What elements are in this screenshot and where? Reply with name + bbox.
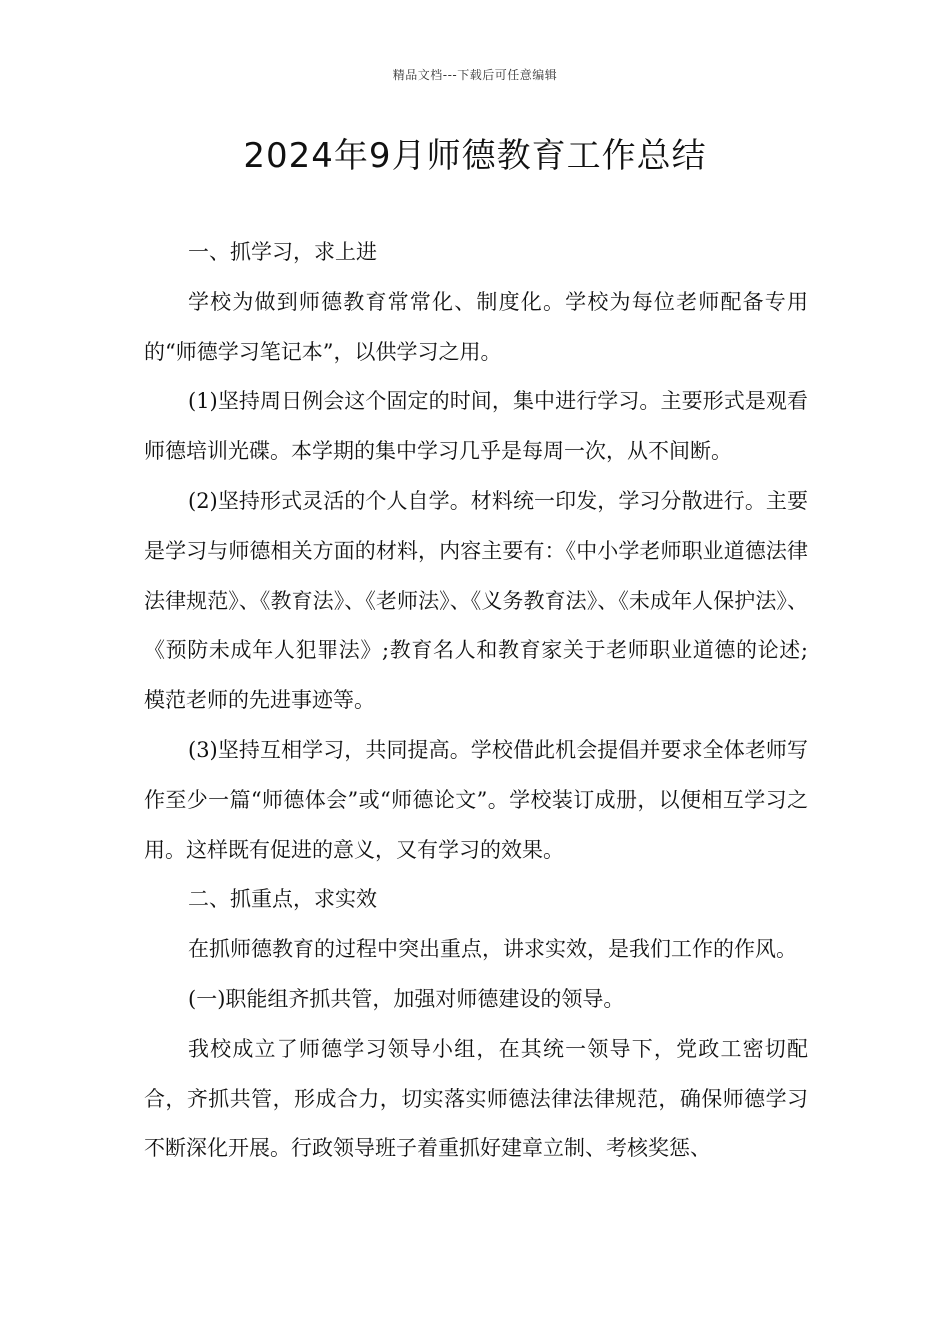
paragraph: 我校成立了师德学习领导小组，在其统一领导下，党政工密切配合，齐抓共管，形成合力，切实落实师德法律法律规范，确保师德学习不断深化开展。行政领导班子着重抓好建章立制、考核奖惩、 <box>144 1036 808 1161</box>
section-heading-1: 一、抓学习，求上进 <box>188 240 377 264</box>
paragraph: 在抓师德教育的过程中突出重点，讲求实效，是我们工作的作风。 <box>188 937 797 962</box>
paragraph: (1)坚持周日例会这个固定的时间，集中进行学习。主要形式是观看师德培训光碟。本学期的集中学习几乎是每周一次，从不间断。 <box>144 389 808 464</box>
document-title: 2024年9月师德教育工作总结 <box>243 136 707 176</box>
document-body <box>144 228 808 1174</box>
sub-heading: (一)职能组齐抓共管，加强对师德建设的领导。 <box>188 986 625 1011</box>
paragraph: (2)坚持形式灵活的个人自学。材料统一印发，学习分散进行。主要是学习与师德相关方面的材料，内容主要有：《中小学老师职业道德法律法律规范》、《教育法》、《老师法》、《义务教育法》、《未成年人保护法》、《预防未成年人犯罪法》;教育名人和教育家关于老师职业道德的论述;模范老师的先进事迹等。 <box>144 488 808 713</box>
section-heading-2: 二、抓重点，求实效 <box>188 887 377 912</box>
paragraph: 学校为做到师德教育常常化、制度化。学校为每位老师配备专用的“师德学习笔记本”，以供学习之用。 <box>144 289 808 364</box>
page-header: 精品文档---下载后可任意编辑 <box>392 68 558 82</box>
paragraph: (3)坚持互相学习，共同提高。学校借此机会提倡并要求全体老师写作至少一篇“师德体会”或“师德论文”。学校装订成册，以便相互学习之用。这样既有促进的意义，又有学习的效果。 <box>144 737 808 862</box>
